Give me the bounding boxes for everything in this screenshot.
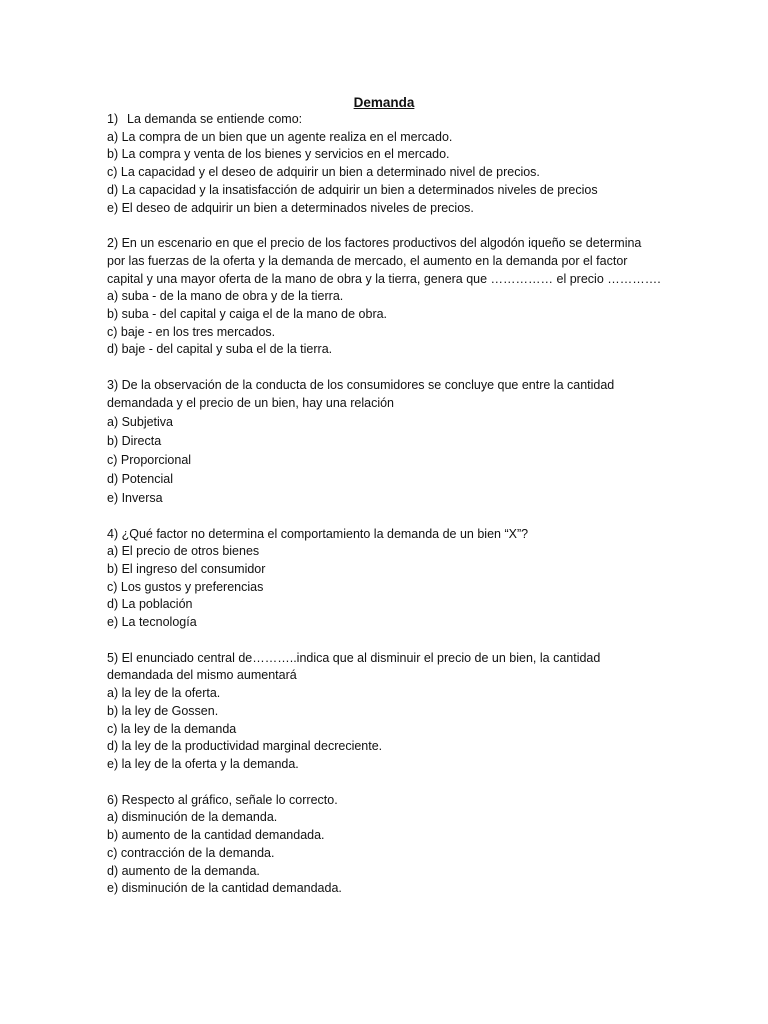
question-1-stem bbox=[107, 111, 667, 129]
question-1-option-d: d) La capacidad y la insatisfacción de adquirir un bien a determinados niveles de precios bbox=[107, 182, 598, 197]
question-5-stem-line: 5) El enunciado central de………..indica que al disminuir el precio de un bien, la cantidad bbox=[107, 650, 601, 665]
question-4-option-e: e) La tecnología bbox=[107, 615, 197, 630]
question-1-option-a: a) La compra de un bien que un agente realiza en el mercado. bbox=[107, 129, 453, 144]
question-5-stem-line: demandada del mismo aumentará bbox=[107, 668, 297, 683]
question-3-option-c: c) Proporcional bbox=[107, 452, 192, 467]
question-3 bbox=[107, 377, 667, 507]
question-1-option-b: b) La compra y venta de los bienes y servicios en el mercado. bbox=[107, 147, 450, 162]
question-6 bbox=[107, 792, 667, 898]
question-3-option-e: e) Inversa bbox=[107, 490, 163, 505]
question-1-stem-text: La demanda se entiende como: bbox=[127, 112, 303, 126]
question-6-option-c: c) contracción de la demanda. bbox=[107, 845, 275, 860]
question-5-option-e: e) la ley de la oferta y la demanda. bbox=[107, 756, 299, 771]
question-1-option-e: e) El deseo de adquirir un bien a determinados niveles de precios. bbox=[107, 200, 474, 215]
question-4 bbox=[107, 526, 667, 632]
question-2-option-c: c) baje - en los tres mercados. bbox=[107, 324, 276, 339]
question-5-option-b: b) la ley de Gossen. bbox=[107, 703, 219, 718]
question-5-option-d: d) la ley de la productividad marginal decreciente. bbox=[107, 739, 383, 754]
question-4-option-d: d) La población bbox=[107, 597, 193, 612]
question-2-option-b: b) suba - del capital y caiga el de la mano de obra. bbox=[107, 307, 388, 322]
question-list bbox=[107, 111, 667, 898]
question-4-option-c: c) Los gustos y preferencias bbox=[107, 579, 264, 594]
question-1 bbox=[107, 111, 667, 217]
question-4-stem-line: 4) ¿Qué factor no determina el comportamiento la demanda de un bien “X”? bbox=[107, 526, 529, 541]
page-title: Demanda bbox=[353, 95, 415, 110]
question-1-number: 1) bbox=[107, 112, 119, 126]
question-2-option-a: a) suba - de la mano de obra y de la tierra. bbox=[107, 289, 344, 304]
question-3-option-a: a) Subjetiva bbox=[107, 414, 174, 429]
question-2-stem-line: capital y una mayor oferta de la mano de obra y la tierra, genera que …………… el precio …………. bbox=[107, 271, 661, 286]
question-4-option-b: b) El ingreso del consumidor bbox=[107, 561, 266, 576]
question-2 bbox=[107, 235, 667, 359]
question-6-option-b: b) aumento de la cantidad demandada. bbox=[107, 828, 325, 843]
question-2-option-d: d) baje - del capital y suba el de la tierra. bbox=[107, 342, 333, 357]
question-6-stem-line: 6) Respecto al gráfico, señale lo correcto. bbox=[107, 792, 338, 807]
question-4-option-a: a) El precio de otros bienes bbox=[107, 544, 260, 559]
question-6-option-d: d) aumento de la demanda. bbox=[107, 863, 260, 878]
question-5-option-a: a) la ley de la oferta. bbox=[107, 686, 221, 701]
question-2-stem-line: por las fuerzas de la oferta y la demanda de mercado, el aumento en la demanda por el factor bbox=[107, 253, 628, 268]
question-3-option-b: b) Directa bbox=[107, 433, 162, 448]
question-1-option-c: c) La capacidad y el deseo de adquirir un bien a determinado nivel de precios. bbox=[107, 165, 540, 180]
question-3-stem-line: demandada y el precio de un bien, hay una relación bbox=[107, 395, 395, 410]
question-6-option-e: e) disminución de la cantidad demandada. bbox=[107, 881, 342, 896]
question-3-option-d: d) Potencial bbox=[107, 471, 174, 486]
question-5-option-c: c) la ley de la demanda bbox=[107, 721, 237, 736]
question-3-stem-line: 3) De la observación de la conducta de los consumidores se concluye que entre la cantidad bbox=[107, 378, 615, 393]
question-2-stem-line: 2) En un escenario en que el precio de los factores productivos del algodón iqueño se determina bbox=[107, 236, 642, 251]
question-6-option-a: a) disminución de la demanda. bbox=[107, 810, 278, 825]
question-5 bbox=[107, 650, 667, 774]
